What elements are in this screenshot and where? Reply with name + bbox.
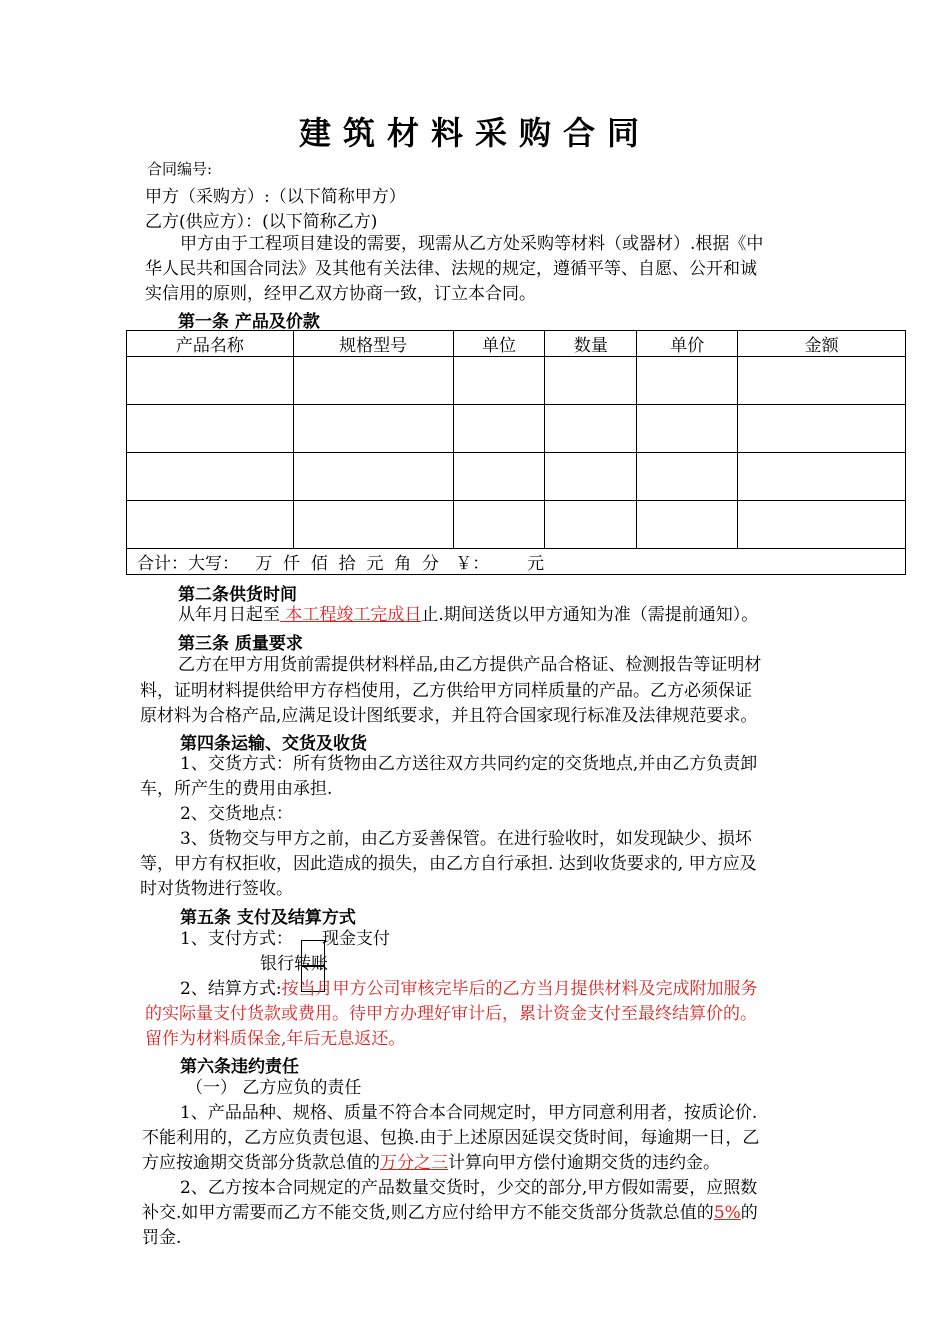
total-amount-cell: 合计：大写： 万 仟 佰 拾 元 角 分 ￥： 元	[127, 549, 906, 575]
table-cell[interactable]	[545, 357, 637, 405]
document-title: 建筑材料采购合同	[298, 114, 651, 152]
table-cell[interactable]	[453, 405, 545, 453]
section-3-line-3: 原材料为合格产品,应满足设计图纸要求，并且符合国家现行标准及法律规范要求。	[140, 706, 758, 726]
section-3-heading: 第三条 质量要求	[178, 634, 303, 654]
table-cell[interactable]	[545, 501, 637, 549]
table-total-row	[127, 549, 906, 575]
party-b-line: 乙方(供应方）：(以下简称乙方)	[145, 212, 378, 232]
table-row	[127, 405, 906, 453]
party-a-line: 甲方（采购方）:（以下简称甲方）	[145, 187, 406, 207]
section-6-subheading: （一） 乙方应负的责任	[186, 1078, 362, 1098]
table-row	[127, 357, 906, 405]
settlement-line-2: 的实际量支付货款或费用。待甲方办理好审计后，累计资金支付至最终结算价的。	[145, 1004, 757, 1024]
section-5-heading: 第五条 支付及结算方式	[180, 908, 356, 928]
table-cell[interactable]	[738, 501, 906, 549]
payment-method-label: 1、支付方式：	[180, 929, 293, 949]
table-cell[interactable]	[293, 405, 453, 453]
table-cell[interactable]	[453, 453, 545, 501]
table-cell[interactable]	[127, 501, 294, 549]
table-header-row	[127, 331, 906, 357]
table-cell[interactable]	[637, 501, 738, 549]
intro-line-3: 实信用的原则，经甲乙双方协商一致，订立本合同。	[145, 284, 536, 304]
column-header: 数量	[545, 331, 637, 357]
section-3-line-2: 料，证明材料提供给甲方存档使用，乙方供给甲方同样质量的产品。乙方必须保证	[140, 681, 752, 701]
penalty-text-suffix: 计算向甲方偿付逾期交货的违约金。	[448, 1153, 720, 1173]
section-6-p2-line-1: 2、乙方按本合同规定的产品数量交货时，少交的部分,甲方假如需要，应照数	[180, 1178, 758, 1198]
column-header: 单价	[637, 331, 738, 357]
table-cell[interactable]	[127, 453, 294, 501]
table-cell[interactable]	[545, 453, 637, 501]
payment-option-cash: 现金支付	[322, 929, 390, 949]
table-row	[127, 453, 906, 501]
settlement-line-3: 留作为材料质保金,年后无息返还。	[145, 1029, 406, 1049]
table-cell[interactable]	[545, 405, 637, 453]
section-4-p3-line-2: 等，甲方有权拒收，因此造成的损失，由乙方自行承担. 达到收货要求的, 甲方应及	[140, 854, 757, 874]
table-cell[interactable]	[127, 405, 294, 453]
section-6-heading: 第六条违约责任	[180, 1057, 299, 1077]
table-cell[interactable]	[637, 405, 738, 453]
section-1-heading: 第一条 产品及价款	[178, 312, 320, 332]
section-6-p1-line-2: 不能利用的，乙方应负责包退、包换.由于上述原因延误交货时间，每逾期一日，乙	[142, 1128, 760, 1148]
table-cell[interactable]	[453, 501, 545, 549]
section-6-p2-line-2	[142, 1201, 758, 1226]
section-4-p1-line-1: 1、交货方式：所有货物由乙方送往双方共同约定的交货地点,并由乙方负责卸	[180, 754, 758, 774]
payment-option-bank-transfer: 银行转账	[260, 954, 328, 974]
settlement-line-1	[180, 977, 758, 1002]
table-cell[interactable]	[127, 357, 294, 405]
section-4-p1-line-2: 车，所产生的费用由承担.	[140, 779, 333, 799]
table-cell[interactable]	[293, 357, 453, 405]
column-header: 金额	[738, 331, 906, 357]
table-cell[interactable]	[293, 501, 453, 549]
section-4-p3-line-1: 3、货物交与甲方之前，由乙方妥善保管。在进行验收时，如发现缺少、损坏	[180, 829, 752, 849]
section-6-p2-line-3: 罚金.	[142, 1228, 182, 1248]
penalty-text-prefix: 方应按逾期交货部分货款总值的	[142, 1153, 380, 1173]
column-header: 规格型号	[293, 331, 453, 357]
cash-checkbox[interactable]	[301, 940, 325, 966]
intro-line-1: 甲方由于工程项目建设的需要，现需从乙方处采购等材料（或器材）.根据《中	[180, 234, 764, 254]
penalty-rate-highlight: 万分之三	[380, 1153, 448, 1173]
fine-rate-highlight: 5%	[713, 1203, 741, 1223]
fine-text-suffix: 的	[740, 1203, 758, 1223]
section-6-p1-line-1: 1、产品品种、规格、质量不符合本合同规定时，甲方同意利用者，按质论价.	[180, 1103, 758, 1123]
delivery-time-suffix: 止.期间送货以甲方通知为准（需提前通知）。	[421, 605, 759, 625]
fine-text-prefix: 补交.如甲方需要而乙方不能交货,则乙方应付给甲方不能交货部分货款总值的	[142, 1203, 714, 1223]
section-2-text	[178, 603, 758, 628]
table-cell[interactable]	[738, 357, 906, 405]
table-cell[interactable]	[637, 357, 738, 405]
settlement-text-1: 按当月甲方公司审核完毕后的乙方当月提供材料及完成附加服务	[281, 979, 758, 999]
table-cell[interactable]	[738, 453, 906, 501]
table-cell[interactable]	[637, 453, 738, 501]
section-4-p3-line-3: 时对货物进行签收。	[140, 879, 293, 899]
table-cell[interactable]	[453, 357, 545, 405]
table-row	[127, 501, 906, 549]
section-2-heading: 第二条供货时间	[178, 585, 297, 605]
product-table	[126, 330, 906, 575]
delivery-time-prefix: 从年月日起至	[178, 605, 280, 625]
table-cell[interactable]	[738, 405, 906, 453]
section-4-p2: 2、交货地点：	[180, 804, 293, 824]
settlement-label: 2、结算方式:	[180, 979, 282, 999]
contract-number-label: 合同编号:	[147, 160, 213, 178]
table-cell[interactable]	[293, 453, 453, 501]
column-header: 单位	[453, 331, 545, 357]
section-3-line-1: 乙方在甲方用货前需提供材料样品,由乙方提供产品合格证、检测报告等证明材	[178, 655, 762, 675]
delivery-end-highlight: 本工程竣工完成日	[280, 605, 422, 625]
intro-line-2: 华人民共和国合同法》及其他有关法律、法规的规定，遵循平等、自愿、公开和诚	[145, 259, 757, 279]
section-4-heading: 第四条运输、交货及收货	[180, 734, 367, 754]
section-6-p1-line-3	[142, 1151, 720, 1176]
column-header: 产品名称	[127, 331, 294, 357]
